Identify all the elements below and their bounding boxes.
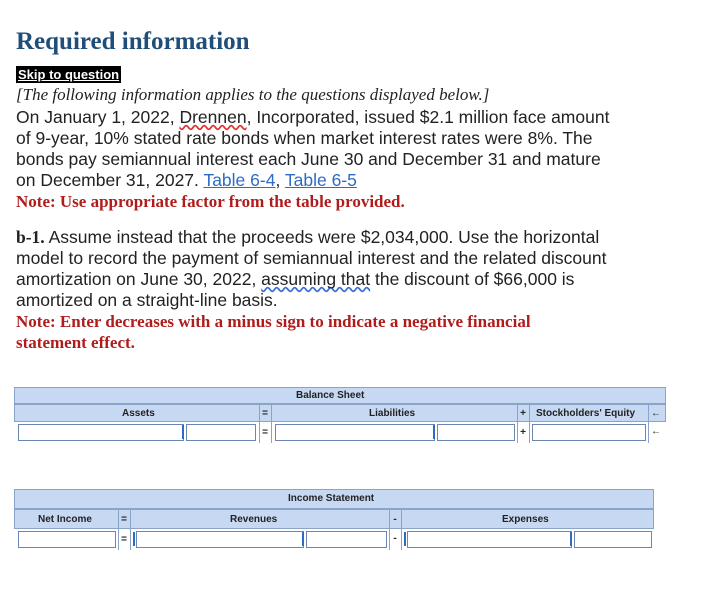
problem-line-1 [16,107,609,128]
equals-sign: = [262,408,268,419]
question-note-line-2: statement effect. [16,333,135,352]
problem-line-2: of 9-year, 10% stated rate bonds when market interest rates were 8%. The [16,128,593,148]
expenses-caret [404,532,406,546]
liabilities-caret [433,425,435,439]
balance-sheet-title: Balance Sheet [296,390,365,401]
expenses-header: Expenses [502,514,549,525]
page-title: Required information [16,28,250,55]
link-separator: , [275,170,285,190]
question-line-1 [16,227,599,248]
revenues-input[interactable] [136,531,304,548]
arrow-left-icon: ← [651,408,661,419]
assets-input-2[interactable] [186,424,256,441]
question-line-4: amortized on a straight-line basis. [16,290,278,310]
vdivider [401,509,402,550]
skip-to-question-link[interactable]: Skip to question [18,67,120,82]
problem-note: Note: Use appropriate factor from the table provided. [16,192,405,211]
question-line-1-text: Assume instead that the proceeds were $2,034,000. Use the horizontal [44,227,600,247]
vdivider [130,509,131,550]
balance-sheet-table [14,387,666,443]
plus-sign: + [520,408,526,419]
question-line-3-prefix: amortization on June 30, 2022, [16,269,262,289]
row-plus-sign: + [520,427,526,438]
net-income-header: Net Income [38,514,92,525]
question-label: b-1. [16,227,45,247]
row-equals-sign: = [121,534,127,545]
question-line-3-suffix: the discount of $66,000 is [370,269,575,289]
problem-line-3: bonds pay semiannual interest each June 30 and December 31 and mature [16,149,601,169]
stockholders-equity-input[interactable] [532,424,646,441]
liabilities-header: Liabilities [369,408,416,419]
problem-line-1-prefix: On January 1, 2022, [16,107,180,127]
expenses-input-2[interactable] [574,531,652,548]
row-arrow-left-icon: ← [651,426,661,437]
revenues-input-2[interactable] [306,531,387,548]
vdivider [529,404,530,443]
income-statement-table [14,489,654,550]
revenues-caret-2 [302,532,304,546]
problem-line-1-suffix: , Incorporated, issued $2.1 million face amount [246,107,610,127]
row-equals-sign: = [262,427,268,438]
vdivider [271,404,272,443]
net-income-input[interactable] [18,531,116,548]
problem-line-4-text: on December 31, 2027. [16,170,204,190]
intro-note: [The following information applies to the questions displayed below.] [16,85,490,104]
table-6-4-link[interactable]: Table 6-4 [203,170,276,190]
expenses-input[interactable] [407,531,572,548]
problem-line-4 [16,170,357,191]
liabilities-input[interactable] [275,424,435,441]
liabilities-input-2[interactable] [437,424,515,441]
assets-header: Assets [122,408,155,419]
revenues-header: Revenues [230,514,278,525]
stockholders-equity-header: Stockholders' Equity [536,408,636,419]
expenses-caret-2 [570,532,572,546]
vdivider [648,404,649,443]
company-name: Drennen [179,107,247,127]
question-note-line-1: Note: Enter decreases with a minus sign to indicate a negative financial [16,312,531,331]
equals-sign: = [121,514,127,525]
income-statement-header-row [14,509,654,529]
question-line-3 [16,269,574,290]
table-6-5-link[interactable]: Table 6-5 [284,170,357,190]
row-minus-sign: - [393,533,397,544]
income-statement-title: Income Statement [288,493,375,504]
revenues-caret [133,532,135,546]
assets-caret [182,425,184,439]
question-line-3-wavy: assuming that [261,269,371,289]
question-line-2: model to record the payment of semiannual interest and the related discount [16,248,607,268]
assets-input[interactable] [18,424,184,441]
minus-sign: - [393,514,397,525]
